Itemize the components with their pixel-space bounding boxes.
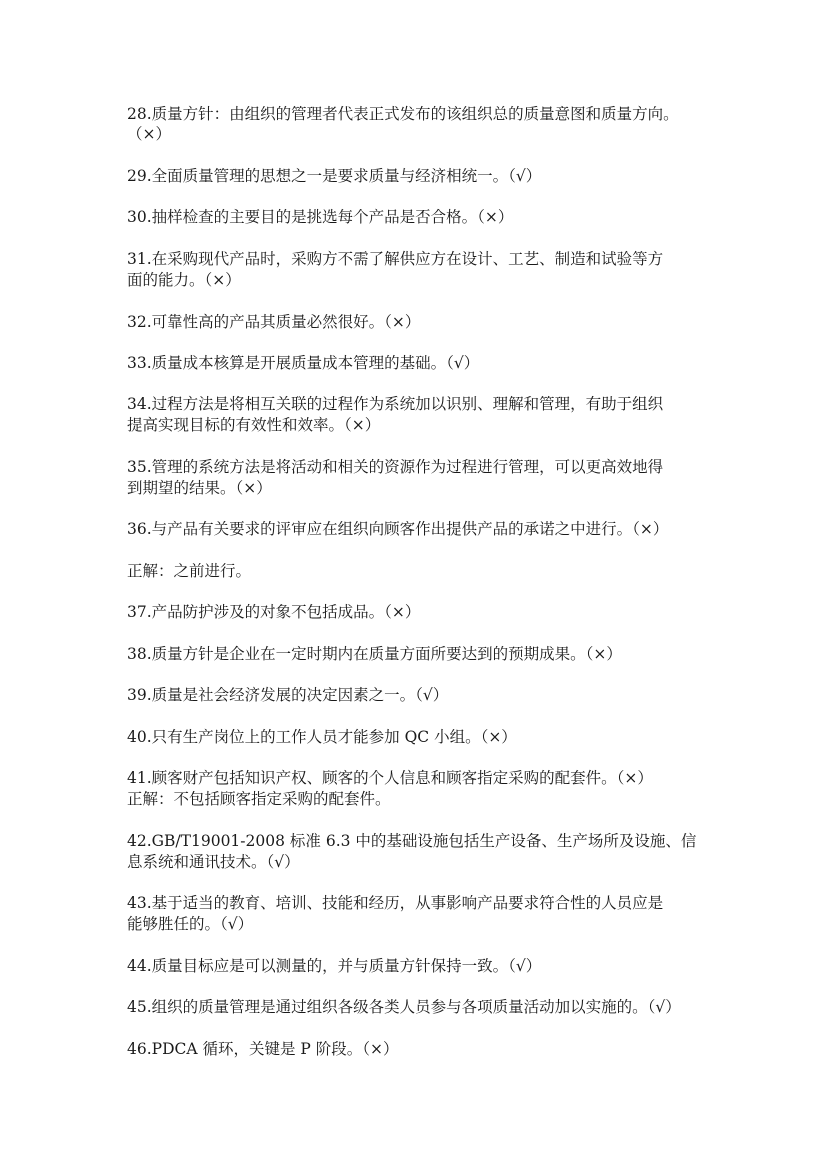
item-38: 38.质量方针是企业在一定时期内在质量方面所要达到的预期成果。（×） — [127, 645, 622, 663]
item-43-line2: 能够胜任的。（√） — [127, 915, 254, 933]
item-34-line2: 提高实现目标的有效性和效率。（×） — [127, 416, 381, 434]
item-30: 30.抽样检查的主要目的是挑选每个产品是否合格。（×） — [127, 208, 514, 226]
item-28-line2: （×） — [127, 125, 171, 143]
item-41-line2: 正解：不包括顾客指定采购的配套件。 — [127, 790, 391, 808]
item-35-line1: 35.管理的系统方法是将活动和相关的资源作为过程进行管理，可以更高效地得 — [127, 458, 664, 476]
item-42-line2: 息系统和通讯技术。（√） — [127, 853, 300, 871]
item-37: 37.产品防护涉及的对象不包括成品。（×） — [127, 603, 421, 621]
item-44: 44.质量目标应是可以测量的，并与质量方针保持一致。（√） — [127, 957, 542, 975]
correction-36: 正解：之前进行。 — [127, 562, 252, 580]
item-43-line1: 43.基于适当的教育、培训、技能和经历，从事影响产品要求符合性的人员应是 — [127, 894, 664, 912]
item-34-line1: 34.过程方法是将相互关联的过程作为系统加以识别、理解和管理，有助于组织 — [127, 395, 664, 413]
item-31-line1: 31.在采购现代产品时，采购方不需了解供应方在设计、工艺、制造和试验等方 — [127, 250, 664, 268]
item-36: 36.与产品有关要求的评审应在组织向顾客作出提供产品的承诺之中进行。（×） — [127, 520, 669, 538]
item-41-line1: 41.顾客财产包括知识产权、顾客的个人信息和顾客指定采购的配套件。（×） — [127, 769, 653, 787]
item-40: 40.只有生产岗位上的工作人员才能参加 QC 小组。（×） — [127, 728, 517, 746]
item-39: 39.质量是社会经济发展的决定因素之一。（√） — [127, 686, 449, 704]
item-29: 29.全面质量管理的思想之一是要求质量与经济相统一。（√） — [127, 167, 542, 185]
item-33: 33.质量成本核算是开展质量成本管理的基础。（√） — [127, 354, 480, 372]
item-31-line2: 面的能力。（×） — [127, 271, 241, 289]
item-32: 32.可靠性高的产品其质量必然很好。（×） — [127, 313, 421, 331]
item-46: 46.PDCA 循环，关键是 P 阶段。（×） — [127, 1040, 399, 1058]
item-45: 45.组织的质量管理是通过组织各级各类人员参与各项质量活动加以实施的。（√） — [127, 998, 681, 1016]
item-35-line2: 到期望的结果。（×） — [127, 479, 272, 497]
item-28-line1: 28.质量方针：由组织的管理者代表正式发布的该组织总的质量意图和质量方向。 — [127, 105, 679, 123]
item-42-line1: 42.GB/T19001-2008 标准 6.3 中的基础设施包括生产设备、生产场所及设施、信 — [127, 832, 697, 850]
